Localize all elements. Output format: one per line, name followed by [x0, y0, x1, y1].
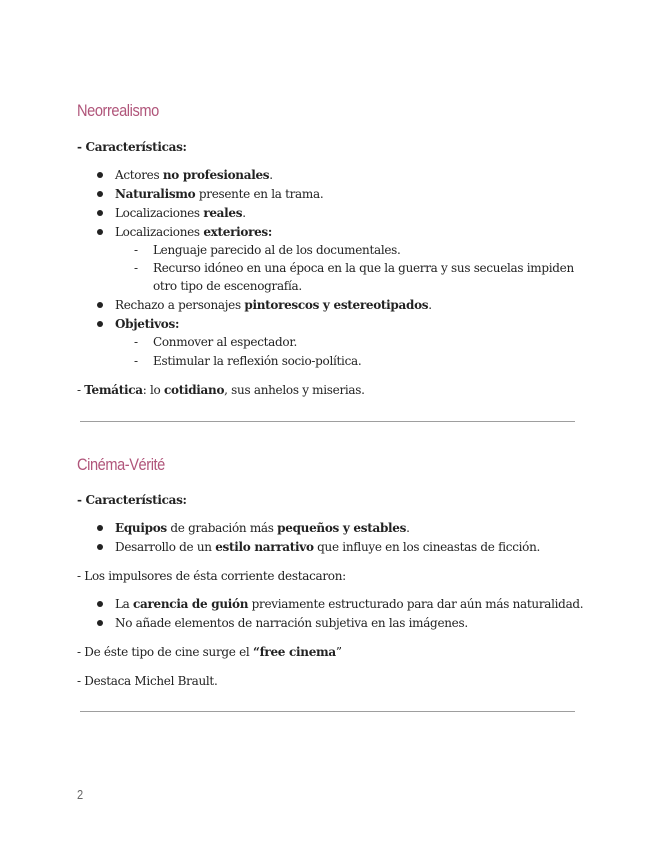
list-item: Localizaciones exteriores:: [115, 225, 273, 239]
bullet-icon: [97, 321, 103, 327]
caracteristicas-label: - Características:: [77, 493, 187, 507]
section-title-neorrealismo: Neorrealismo: [77, 101, 159, 120]
sub-list-item: Recurso idóneo en una época en la que la guerra y sus secuelas impiden: [153, 261, 574, 275]
bullet-icon: [97, 191, 103, 197]
list-item: No añade elementos de narración subjetiva en las imágenes.: [115, 616, 468, 630]
caracteristicas-label: - Características:: [77, 140, 187, 154]
bullet-icon: [97, 229, 103, 235]
dash-marker: -: [134, 354, 139, 368]
bullet-icon: [97, 525, 103, 531]
dash-marker: -: [134, 243, 139, 257]
bullet-icon: [97, 620, 103, 626]
list-item: Objetivos:: [115, 317, 180, 331]
sub-list-item: Lenguaje parecido al de los documentales.: [153, 243, 401, 257]
impulsores-paragraph: - Los impulsores de ésta corriente destacaron:: [77, 569, 346, 583]
horizontal-divider: [80, 711, 575, 712]
list-item: Rechazo a personajes pintorescos y estereotipados.: [115, 298, 432, 312]
bullet-icon: [97, 302, 103, 308]
dash-marker: -: [134, 335, 139, 349]
list-item: La carencia de guión previamente estructurado para dar aún más naturalidad.: [115, 597, 584, 611]
list-item: Actores no profesionales.: [115, 168, 273, 182]
tematica-paragraph: - Temática: lo cotidiano, sus anhelos y miserias.: [77, 383, 365, 397]
list-item: Equipos de grabación más pequeños y estables.: [115, 521, 410, 535]
destaca-paragraph: - Destaca Michel Brault.: [77, 674, 218, 688]
sub-list-item-continued: otro tipo de escenografía.: [153, 279, 302, 293]
list-item: Desarrollo de un estilo narrativo que influye en los cineastas de ficción.: [115, 540, 541, 554]
page-number: 2: [77, 787, 84, 802]
bullet-icon: [97, 601, 103, 607]
list-item: Localizaciones reales.: [115, 206, 246, 220]
bullet-icon: [97, 172, 103, 178]
list-item: Naturalismo presente en la trama.: [115, 187, 324, 201]
bullet-icon: [97, 544, 103, 550]
horizontal-divider: [80, 421, 575, 422]
free-cinema-paragraph: - De éste tipo de cine surge el “free cinema”: [77, 645, 342, 659]
section-title-cinema-verite: Cinéma-Vérité: [77, 455, 165, 474]
bullet-icon: [97, 210, 103, 216]
dash-marker: -: [134, 261, 139, 275]
sub-list-item: Conmover al espectador.: [153, 335, 297, 349]
sub-list-item: Estimular la reflexión socio-política.: [153, 354, 362, 368]
